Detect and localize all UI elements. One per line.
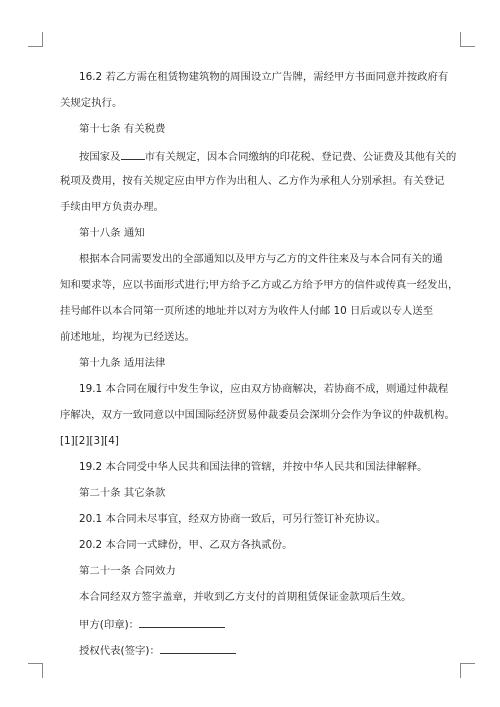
clause-20-2: 20.2 本合同一式肆份，甲、乙双方各执贰份。 xyxy=(79,539,293,551)
clause-20-1: 20.1 本合同未尽事宜，经双方协商一致后，可另行签订补充协议。 xyxy=(79,513,386,525)
crop-mark-bottom-left xyxy=(28,663,43,678)
party-a-seal-blank xyxy=(139,616,225,628)
article-18-line-4: 前述地址，均视为已经送达。 xyxy=(60,331,196,343)
party-a-seal-label: 甲方(印章)： xyxy=(79,619,140,631)
article-17-text-pre: 按国家及 xyxy=(79,151,121,163)
heading-article-18: 第十八条 通知 xyxy=(79,227,145,239)
clause-19-2: 19.2 本合同受中华人民共和国法律的管辖，并按中华人民共和国法律解释。 xyxy=(79,461,428,473)
authorized-rep-label: 授权代表(签字)： xyxy=(79,645,160,657)
clause-16-2-line-2: 关规定执行。 xyxy=(60,97,123,109)
clause-16-2-line-1: 16.2 若乙方需在租赁物建筑物的周围设立广告牌，需经甲方书面同意并按政府有 xyxy=(79,71,449,83)
heading-article-21: 第二十一条 合同效力 xyxy=(79,565,176,577)
article-17-text-post: 市有关规定，因本合同缴纳的印花税、登记费、公证费及其他有关的 xyxy=(144,151,457,163)
crop-mark-top-right xyxy=(460,32,475,47)
crop-mark-top-left xyxy=(28,32,43,47)
article-17-line-2: 税项及费用，按有关规定应由甲方作为出租人、乙方作为承租人分别承担。有关登记 xyxy=(60,175,445,187)
authorized-rep-line xyxy=(79,642,236,658)
clause-19-1-line-2: 序解决，双方一致同意以中国国际经济贸易仲裁委员会深圳分会作为争议的仲裁机构。 xyxy=(60,409,455,421)
party-a-seal-line xyxy=(79,616,225,632)
clause-19-1-line-1: 19.1 本合同在履行中发生争议，应由双方协商解决，若协商不成，则通过仲裁程 xyxy=(79,383,449,395)
article-17-line-1 xyxy=(79,148,456,164)
article-17-line-3: 手续由甲方负责办理。 xyxy=(60,201,164,213)
crop-mark-bottom-right xyxy=(460,663,475,678)
article-18-line-1: 根据本合同需要发出的全部通知以及甲方与乙方的文件往来及与本合同有关的通 xyxy=(79,253,443,265)
authorized-rep-blank xyxy=(160,642,236,654)
heading-article-17: 第十七条 有关税费 xyxy=(79,123,166,135)
heading-article-19: 第十九条 适用法律 xyxy=(79,357,166,369)
article-18-line-3: 挂号邮件以本合同第一页所述的地址并以对方为收件人付邮 10 日后或以专人送至 xyxy=(60,305,434,317)
clause-19-1-references: [1][2][3][4] xyxy=(60,435,119,447)
heading-article-20: 第二十条 其它条款 xyxy=(79,487,166,499)
article-21-text: 本合同经双方签字盖章，并收到乙方支付的首期租赁保证金款项后生效。 xyxy=(79,591,412,603)
article-18-line-2: 知和要求等，应以书面形式进行;甲方给予乙方或乙方给予甲方的信件或传真一经发出， xyxy=(60,279,459,291)
city-blank-line xyxy=(121,148,145,160)
